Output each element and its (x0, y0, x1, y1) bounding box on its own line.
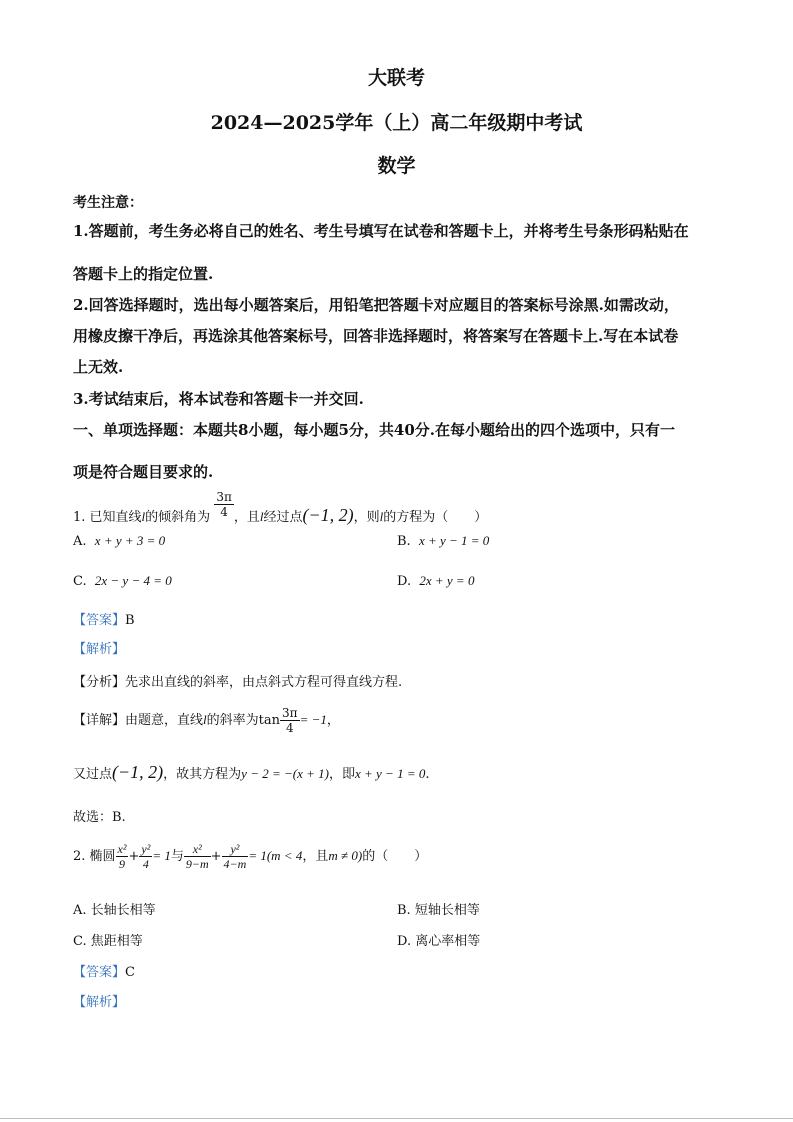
q2-stem-part: ，且 (302, 849, 329, 864)
q2-answer (73, 961, 135, 980)
fraction-numerator: x² (117, 842, 127, 856)
option-label: A. (73, 534, 87, 549)
fraction-denominator: 4 (142, 857, 149, 871)
line-symbol: l (379, 509, 384, 524)
q2-option-d: D. 离心率相等 (397, 934, 481, 949)
angle-fraction (280, 706, 300, 735)
question-2-stem (73, 836, 427, 876)
point-coordinates: (−1, 2) (112, 762, 164, 782)
fraction-denominator: 4−m (223, 857, 247, 871)
q1-stem-part: ，且 (233, 510, 260, 525)
answer-tag: 【答案】 (73, 965, 126, 980)
q1-stem-part: 1. 已知直线 (73, 510, 142, 525)
notice-item-2-line-3: 上无效. (73, 358, 124, 376)
ellipse-fraction-x (116, 842, 129, 871)
condition: m ≠ 0) (328, 848, 363, 863)
line-symbol: l (141, 509, 146, 524)
q2-stem-part: 2. 椭圆 (73, 849, 116, 864)
q1-detail-line-1 (73, 700, 340, 740)
notice-item-2-line-2: 用橡皮擦干净后，再选涂其他答案标号，回答非选择题时，将答案写在答题卡上.写在本试卷 (73, 327, 679, 345)
option-label: C. (73, 574, 87, 589)
page-bottom-rule (0, 1118, 793, 1119)
q1-analysis-tag: 【解析】 (73, 642, 126, 657)
detail-equation: x + y − 1 = 0 (354, 766, 426, 781)
q1-option-c (73, 573, 172, 589)
option-text: x + y − 1 = 0 (418, 533, 490, 548)
fraction-denominator: 4 (220, 505, 228, 519)
plus-sign: + (128, 849, 140, 864)
answer-tag: 【答案】 (73, 613, 126, 628)
detail-text: . (425, 767, 430, 782)
q1-detail-line-2 (73, 760, 429, 784)
ellipse2-fraction-x (184, 842, 211, 871)
q2-option-b: B. 短轴长相等 (397, 903, 480, 918)
section-heading-line-1: 一、单项选择题：本题共8小题，每小题5分，共40分.在每小题给出的四个选项中，只有一 (73, 421, 675, 439)
detail-text: ，故其方程为 (163, 767, 242, 782)
q2-option-c: C. 焦距相等 (73, 934, 143, 949)
exam-subject: 数学 (377, 155, 416, 177)
q1-option-a (73, 533, 165, 549)
option-label: B. (397, 534, 411, 549)
fraction-numerator: x² (184, 842, 211, 857)
q2-analysis-tag: 【解析】 (73, 995, 126, 1010)
option-text: 2x + y = 0 (419, 573, 475, 588)
q2-stem-part: 的（ ） (362, 849, 428, 864)
detail-text: ， (326, 713, 340, 728)
detail-tag: 【详解】 (73, 713, 126, 728)
line-symbol: l (203, 712, 207, 727)
q1-answer (73, 609, 135, 628)
option-text: x + y + 3 = 0 (94, 533, 166, 548)
equation-condition: = 1(m < 4 (248, 848, 303, 863)
question-1-stem (73, 492, 487, 538)
plus-sign: + (210, 849, 222, 864)
option-text: 2x − y − 4 = 0 (94, 573, 172, 588)
point-coordinates: (−1, 2) (302, 505, 354, 525)
q1-stem-part: 经过点 (263, 510, 303, 525)
fenxi-tag: 【分析】 (73, 675, 126, 690)
option-label: D. (397, 574, 412, 589)
q1-option-b (397, 533, 489, 549)
detail-equation: y − 2 = −(x + 1) (241, 766, 329, 781)
section-heading-line-2: 项是符合题目要求的. (73, 463, 214, 481)
ellipse-fraction-y (139, 842, 152, 871)
fraction-denominator: 4 (285, 721, 294, 735)
q1-conclusion: 故选：B. (73, 810, 126, 825)
q2-option-a: A. 长轴长相等 (73, 903, 156, 918)
detail-text: ，即 (328, 767, 355, 782)
q1-stem-part: 的方程为（ ） (383, 510, 488, 525)
notice-item-2-line-1: 2.回答选择题时，选出每小题答案后，用铅笔把答题卡对应题目的答案标号涂黑.如需改动， (73, 296, 679, 314)
q2-stem-part: 与 (170, 849, 184, 864)
angle-fraction (214, 490, 234, 519)
q1-stem-part: 的倾斜角为 (145, 510, 211, 525)
detail-text: 的斜率为 (206, 713, 259, 728)
fraction-denominator: 9−m (185, 857, 209, 871)
q1-stem-part: ，则 (353, 510, 380, 525)
detail-equation: = −1 (299, 712, 327, 727)
ellipse2-fraction-y (222, 842, 249, 871)
notice-item-1-line-2: 答题卡上的指定位置. (73, 265, 214, 283)
notice-item-3: 3.考试结束后，将本试卷和答题卡一并交回. (73, 390, 364, 408)
answer-value: C (125, 965, 135, 980)
notice-heading: 考生注意： (73, 195, 143, 211)
fraction-denominator: 9 (119, 857, 126, 871)
equals-one: = 1 (152, 848, 171, 863)
line-symbol: l (259, 509, 264, 524)
detail-text: 又过点 (73, 767, 113, 782)
fraction-numerator: 3π (216, 490, 232, 504)
fenxi-text: 先求出直线的斜率，由点斜式方程可得直线方程. (125, 675, 403, 690)
notice-item-1-line-1: 1.答题前，考生务必将自己的姓名、考生号填写在试卷和答题卡上，并将考生号条形码粘贴在 (73, 222, 689, 240)
exam-brand: 大联考 (367, 67, 425, 89)
answer-value: B (125, 613, 135, 628)
q1-option-d (397, 573, 474, 589)
fraction-numerator: 3π (282, 706, 298, 720)
tan-function: tan (258, 713, 281, 728)
q1-fenxi (73, 671, 402, 690)
exam-title: 2024—2025学年（上）高二年级期中考试 (210, 112, 583, 134)
fraction-numerator: y² (141, 842, 151, 856)
detail-text: 由题意，直线 (125, 713, 204, 728)
fraction-numerator: y² (222, 842, 249, 857)
